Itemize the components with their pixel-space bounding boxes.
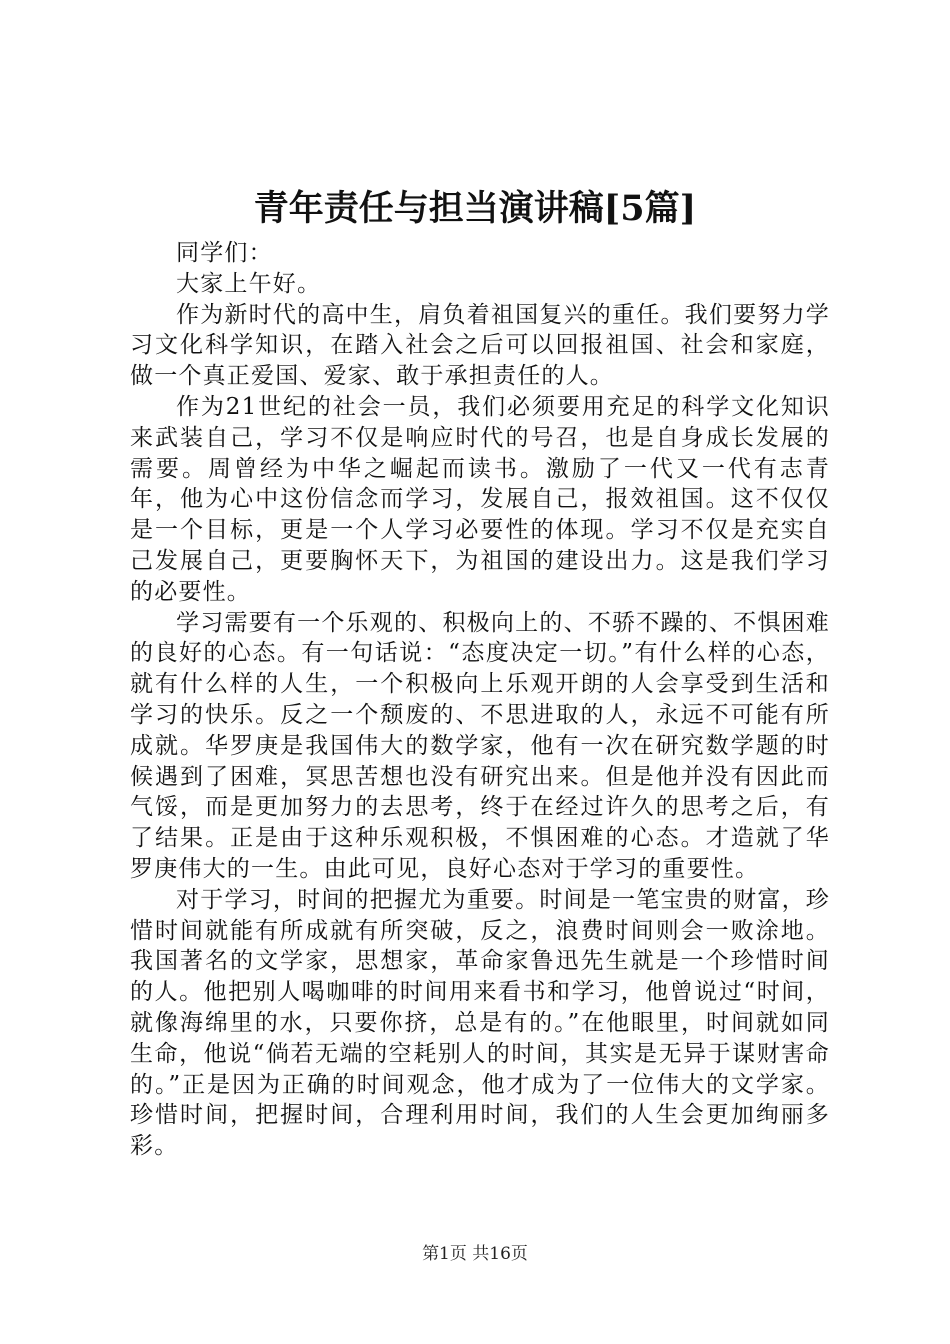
paragraph-1: 作为新时代的高中生，肩负着祖国复兴的重任。我们要努力学习文化科学知识，在踏入社会之后可以回报祖国、社会和家庭，做一个真正爱国、爱家、敢于承担责任的人。 [130,301,830,390]
page-number-footer: 第1页 共16页 [422,1244,528,1264]
paragraph-3: 学习需要有一个乐观的、积极向上的、不骄不躁的、不惧困难的良好的心态。有一句话说：“态度决定一切。”有什么样的心态，就有什么样的人生，一个积极向上乐观开朗的人会享受到生活和学习的快乐。反之一个颓废的、不思进取的人，永远不可能有所成就。华罗庚是我国伟大的数学家，他有一次在研究数学题的时候遇到了困难，冥思苦想也没有研究出来。但是他并没有因此而气馁，而是更加努力的去思考，终于在经过许久的思考之后，有了结果。正是由于这种乐观积极，不惧困难的心态。才造就了华罗庚伟大的一生。由此可见，良好心态对于学习的重要性。 [130,609,830,882]
paragraph-4: 对于学习，时间的把握尤为重要。时间是一笔宝贵的财富，珍惜时间就能有所成就有所突破，反之，浪费时间则会一败涂地。我国著名的文学家，思想家，革命家鲁迅先生就是一个珍惜时间的人。他把别人喝咖啡的时间用来看书和学习，他曾说过“时间，就像海绵里的水，只要你挤，总是有的。”在他眼里，时间就如同生命，他说“倘若无端的空耗别人的时间，其实是无异于谋财害命的。”正是因为正确的时间观念，他才成为了一位伟大的文学家。珍惜时间，把握时间，合理利用时间，我们的人生会更加绚丽多彩。 [130,886,830,1160]
paragraph-greeting: 大家上午好。 [176,270,322,297]
document-body [130,238,830,1162]
document-title: 青年责任与担当演讲稿[5篇] [253,188,697,229]
paragraph-2: 作为21世纪的社会一员，我们必须要用充足的科学文化知识来武装自己，学习不仅是响应时代的号召，也是自身成长发展的需要。周曾经为中华之崛起而读书。激励了一代又一代有志青年，他为心中这份信念而学习，发展自己，报效祖国。这不仅仅是一个目标，更是一个人学习必要性的体现。学习不仅是充实自己发展自己，更要胸怀天下，为祖国的建设出力。这是我们学习的必要性。 [130,393,830,605]
paragraph-salutation: 同学们： [176,240,273,266]
